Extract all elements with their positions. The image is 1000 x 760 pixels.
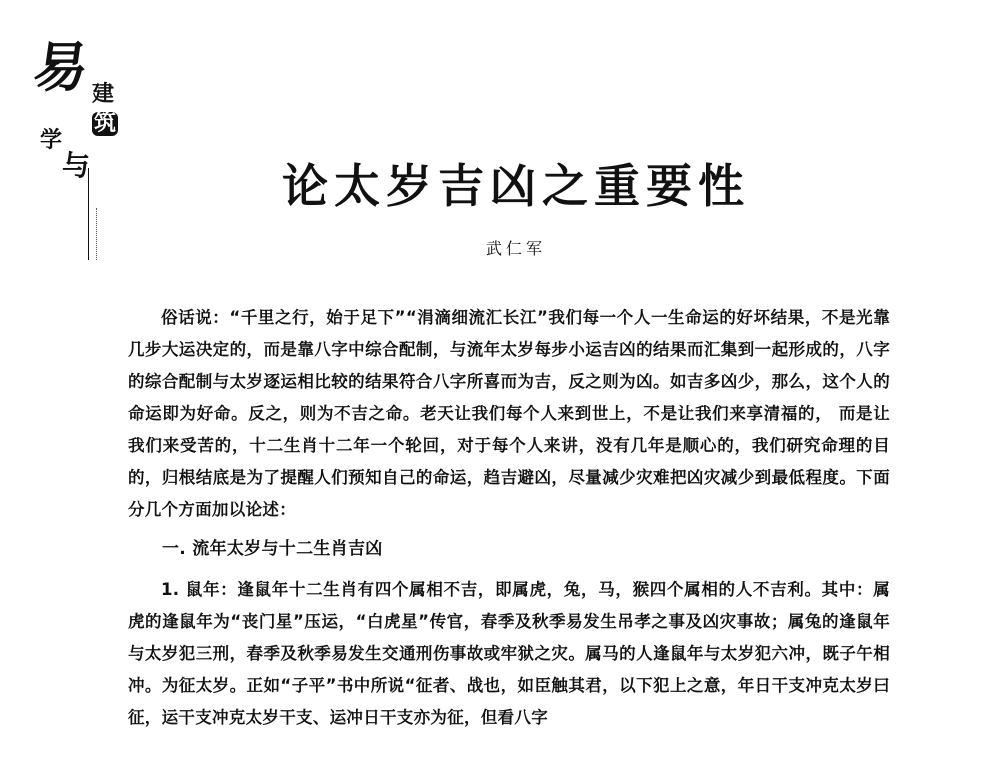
- article-title: 论太岁吉凶之重要性: [282, 159, 750, 213]
- masthead-char-xue: 学: [40, 128, 63, 153]
- masthead-char-yu: 与: [62, 149, 91, 182]
- masthead-char-zhu: 筑: [94, 111, 117, 136]
- point-1-paragraph: 1. 鼠年：逢鼠年十二生肖有四个属相不吉，即属虎，兔，马，猴四个属相的人不吉利。其中：属虎的逢鼠年为“丧门星”压运，“白虎星”传官，春季及秋季易发生吊孝之事及凶灾事故；属兔的逢鼠年与太岁犯三刑，春季及秋季易发生交通刑伤事故或牢狱之灾。属马的人逢鼠年与太岁犯六冲，既子午相冲。为征太岁。正如“子平”书中所说“征者、战也，如臣触其君，以下犯上之意，年日干支冲克太岁曰征，运干支冲克太岁干支、运冲日干支亦为征，但看八字: [128, 580, 890, 727]
- intro-paragraph: 俗话说：“千里之行，始于足下”“涓滴细流汇长江”我们每一个人一生命运的好坏结果，不是光靠几步大运决定的，而是靠八字中综合配制，与流年太岁每步小运吉凶的结果而汇集到一起形成的，八字的综合配制与太岁逐运相比较的结果符合八字所喜而为吉，反之则为凶。如吉多凶少，那么，这个人的命运即为好命。反之，则为不吉之命。老天让我们每个人来到世上，不是让我们来享清福的， 而是让我们来受苦的，十二生肖十二年一个轮回，对于每个人来讲，没有几年是顺心的，我们研究命理的目的，归根结底是为了提醒人们预知自己的命运，趋吉避凶，尽量减少灾难把凶灾减少到最低程度。下面分几个方面加以论述：: [128, 308, 890, 519]
- masthead-char-yi: 易: [29, 35, 93, 99]
- masthead-char-jian: 建: [92, 82, 115, 107]
- article-author: 武仁军: [485, 239, 546, 258]
- article-body: [128, 302, 890, 734]
- section-heading: 一. 流年太岁与十二生肖吉凶: [162, 539, 383, 559]
